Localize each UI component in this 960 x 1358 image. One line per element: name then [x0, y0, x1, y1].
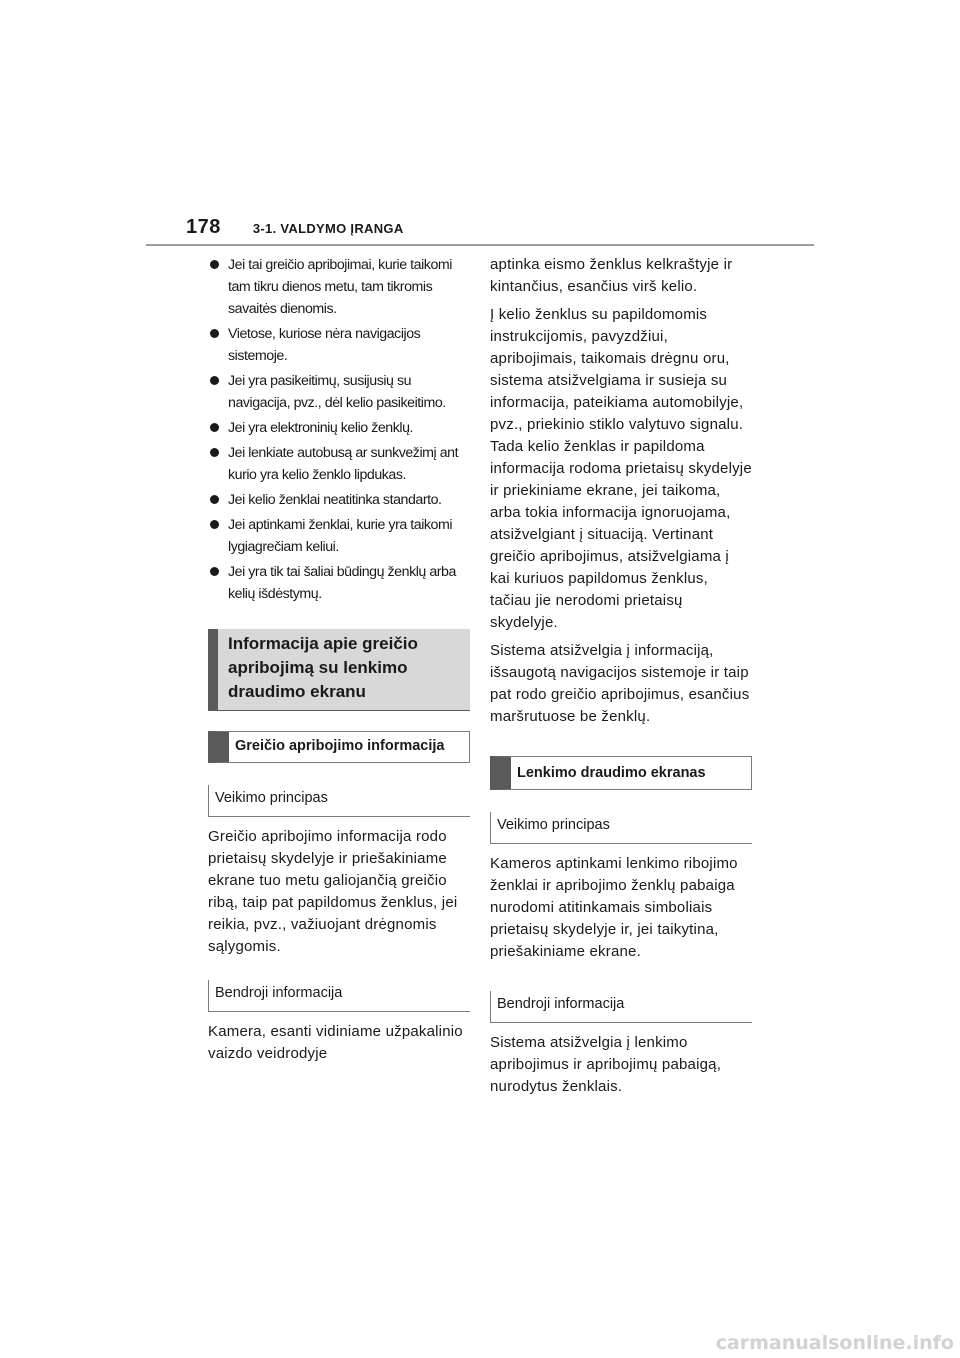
sub-heading: Greičio apribojimo informacija — [235, 738, 445, 754]
body-paragraph: Sistema atsižvelgia į informaciją, išsaugotą navigacijos sistemoje ir taip pat rodo greičio apribojimus, esančius maršrutuose be ženklų. — [490, 642, 750, 725]
sub-heading-box — [490, 756, 752, 790]
body-paragraph: aptinka eismo ženklus kelkraštyje ir kintančius, esančius virš kelio. — [490, 256, 733, 295]
left-column — [208, 254, 470, 1071]
subsection-title: Bendroji informacija — [215, 985, 343, 1001]
bullet-icon — [210, 448, 219, 457]
list-item: Jei aptinkami ženklai, kurie yra taikomi lygiagrečiam keliui. — [208, 514, 470, 558]
bullet-icon — [210, 495, 219, 504]
list-item: Jei tai greičio apribojimai, kurie taikomi tam tikru dienos metu, tam tikromis savaitės dienomis. — [208, 254, 470, 320]
subsection-heading — [490, 812, 752, 844]
body-paragraph: Sistema atsižvelgia į lenkimo apribojimus ir apribojimų pabaigą, nurodytus ženklais. — [490, 1034, 722, 1095]
main-heading: Informacija apie greičio apribojimą su lenkimo draudimo ekranu — [228, 634, 418, 701]
list-item: Jei yra pasikeitimų, susijusių su navigacija, pvz., dėl kelio pasikeitimo. — [208, 370, 470, 414]
body-paragraph: Į kelio ženklus su papildomomis instrukcijomis, pavyzdžiui, apribojimais, taikomais drėgnu oru, sistema atsižvelgiama ir susieja su informacija, pateikiama automobilyje, pvz., priekinio stiklo valytuvo signalu. Tada kelio ženklas ir papildoma informacija rodoma prietaisų skydelyje ir priekiniame ekrane, jei taikoma, arba tokia informacija ignoruojama, atsižvelgiant į situaciją. Vertinant greičio apribojimus, atsižvelgiama į kai kuriuos papildomus ženklus, tačiau jie nerodomi prietaisų skydelyje. — [490, 306, 752, 631]
bullet-icon — [210, 520, 219, 529]
body-paragraph: Kamera, esanti vidiniame užpakalinio vaizdo veidrodyje — [208, 1023, 463, 1062]
section-title: 3-1. VALDYMO ĮRANGA — [252, 221, 404, 236]
bullet-icon — [210, 376, 219, 385]
list-item: Jei yra elektroninių kelio ženklų. — [208, 417, 470, 439]
sub-heading: Lenkimo draudimo ekranas — [517, 765, 706, 781]
list-item: Vietose, kuriose nėra navigacijos sistemoje. — [208, 323, 470, 367]
right-column — [490, 254, 752, 1104]
subsection-title: Veikimo principas — [497, 817, 610, 833]
bullet-icon — [210, 567, 219, 576]
body-paragraph: Kameros aptinkami lenkimo ribojimo ženklai ir apribojimo ženklų pabaiga nurodomi atitinkamais simboliais prietaisų skydelyje ir, jei taikytina, priešakiniame ekrane. — [490, 855, 738, 960]
subsection-heading — [490, 991, 752, 1023]
subsection-heading — [208, 980, 470, 1012]
subsection-title: Veikimo principas — [215, 790, 328, 806]
body-paragraph: Greičio apribojimo informacija rodo prietaisų skydelyje ir priešakiniame ekrane tuo metu galiojančią greičio ribą, taip pat papildomus ženklus, jei reikia, pvz., važiuojant drėgnomis sąlygomis. — [208, 828, 458, 955]
list-item: Jei yra tik tai šaliai būdingų ženklų arba kelių išdėstymų. — [208, 561, 470, 605]
list-item: Jei lenkiate autobusą ar sunkvežimį ant kurio yra kelio ženklo lipdukas. — [208, 442, 470, 486]
bullet-icon — [210, 423, 219, 432]
sub-heading-box — [208, 731, 470, 763]
subsection-heading — [208, 785, 470, 817]
list-item: Jei kelio ženklai neatitinka standarto. — [208, 489, 470, 511]
page-header — [186, 216, 404, 239]
bullet-icon — [210, 329, 219, 338]
watermark: carmanualsonline.info — [715, 1332, 954, 1354]
bullet-list — [208, 254, 470, 605]
page-number: 178 — [186, 216, 221, 238]
subsection-title: Bendroji informacija — [497, 996, 625, 1012]
bullet-icon — [210, 260, 219, 269]
header-rule — [146, 244, 814, 246]
main-heading-box — [208, 629, 470, 711]
